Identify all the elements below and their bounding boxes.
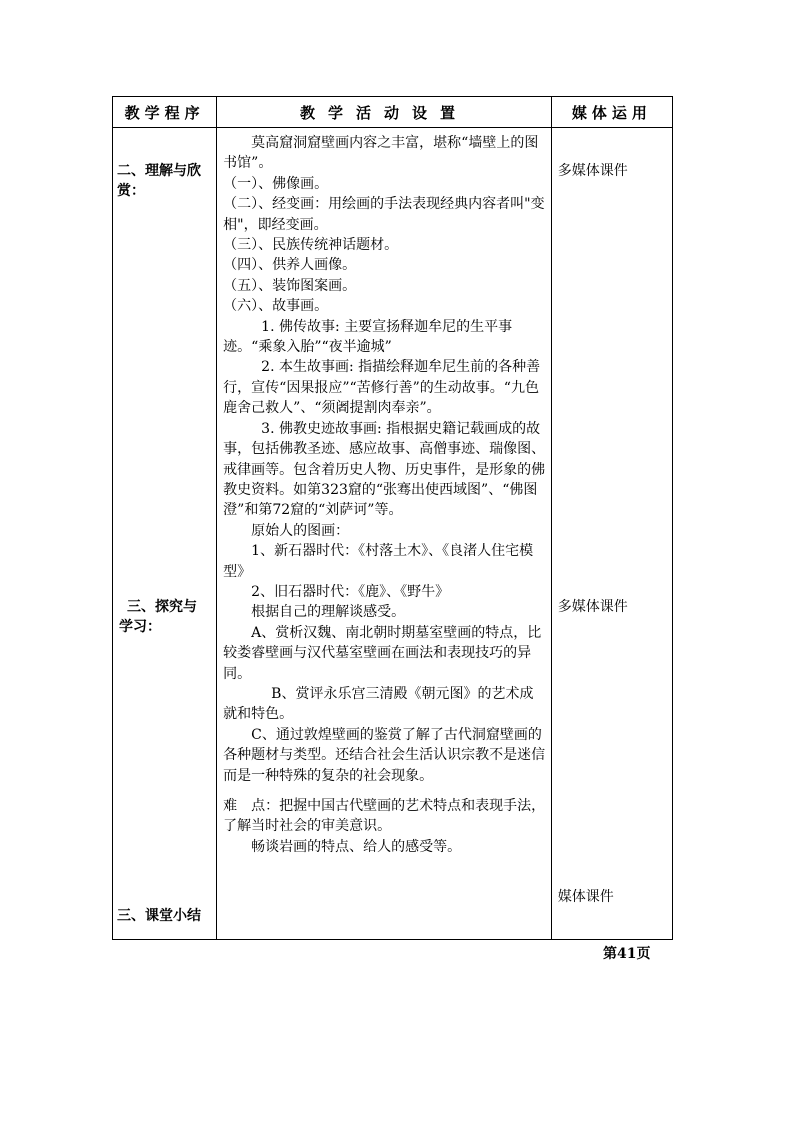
activity-paragraph: A、赏析汉魏、南北朝时期墓室壁画的特点，比较娄睿壁画与汉代墓室壁画在画法和表现技巧的异同。 xyxy=(223,624,542,682)
section-label-explore: 三、探究与 xyxy=(127,599,197,615)
section-label-understanding: 二、理解与欣 xyxy=(117,163,201,179)
header-activity-setup: 教学活动设置 xyxy=(217,97,552,128)
lesson-plan-table xyxy=(112,96,673,940)
activity-paragraph: 莫高窟洞窟壁画内容之丰富，堪称“墙壁上的图书馆”。 xyxy=(223,135,539,172)
media-label: 媒体课件 xyxy=(557,889,614,905)
media-label: 多媒体课件 xyxy=(557,163,628,179)
activity-paragraph: 畅谈岩画的特点、给人的感受等。 xyxy=(251,838,462,855)
header-media-use: 媒体运用 xyxy=(551,97,672,128)
section-label-summary: 三、课堂小结 xyxy=(117,908,201,924)
media-label: 多媒体课件 xyxy=(557,599,628,615)
activity-paragraph: B、赏评永乐宫三清殿《朝元图》的艺术成就和特色。 xyxy=(223,685,534,723)
activity-paragraph: 原始人的图画： xyxy=(251,522,350,539)
activity-paragraph: C、通过敦煌壁画的鉴赏了解了古代洞窟壁画的各种题材与类型。还结合社会生活认识宗教不是迷信而是一种特殊的复杂的社会现象。 xyxy=(223,726,546,784)
activity-cell xyxy=(217,128,552,940)
page-number: 第41页 xyxy=(603,946,651,962)
activity-paragraph: 1、新石器时代：《村落土木》、《良渚人住宅模型》 xyxy=(223,543,534,580)
activity-paragraph: （二）、经变画：用绘画的手法表现经典内容者叫"变相"，即经变画。 xyxy=(223,196,545,233)
activity-text xyxy=(223,133,547,857)
activity-paragraph: 根据自己的理解谈感受。 xyxy=(251,604,406,621)
media-cell xyxy=(551,128,672,940)
activity-paragraph: （五）、装饰图案画。 xyxy=(223,277,357,294)
activity-paragraph: 3. 佛教史迹故事画: 指根据史籍记载画成的故事，包括佛教圣迹、感应故事、高僧事迹、瑞像图、戒律画等。包含着历史人物、历史事件，是形象的佛教史资料。如第323窟的“张骞出使西域图”、“佛图澄”和第72窟的“刘萨诃”等。 xyxy=(223,420,546,519)
activity-paragraph: （六）、故事画。 xyxy=(223,298,329,315)
activity-paragraph: （四）、供养人画像。 xyxy=(223,257,357,274)
activity-paragraph: 2. 本生故事画: 指描绘释迦牟尼生前的各种善行，宣传“因果报应”“苦修行善”的生动故事。“九色鹿舍己救人”、“须阇提割肉奉亲”。 xyxy=(223,359,541,417)
activity-paragraph: 2、旧石器时代：《鹿》、《野牛》 xyxy=(251,583,450,600)
header-teaching-procedure: 教学程序 xyxy=(113,97,217,128)
activity-paragraph: 难 点：把握中国古代壁画的艺术特点和表现手法，了解当时社会的审美意识。 xyxy=(223,798,546,835)
activity-paragraph: 1. 佛传故事: 主要宣扬释迦牟尼的生平事迹。“乘象入胎”“夜半逾城” xyxy=(223,318,513,356)
activity-paragraph: （一）、佛像画。 xyxy=(223,175,329,192)
procedure-cell xyxy=(113,128,217,940)
content-row xyxy=(113,128,673,940)
header-row xyxy=(113,97,673,128)
activity-paragraph: （三）、民族传统神话题材。 xyxy=(223,237,399,254)
section-label-explore-cont: 学习： xyxy=(119,619,161,635)
section-label-understanding-cont: 赏： xyxy=(117,183,145,199)
